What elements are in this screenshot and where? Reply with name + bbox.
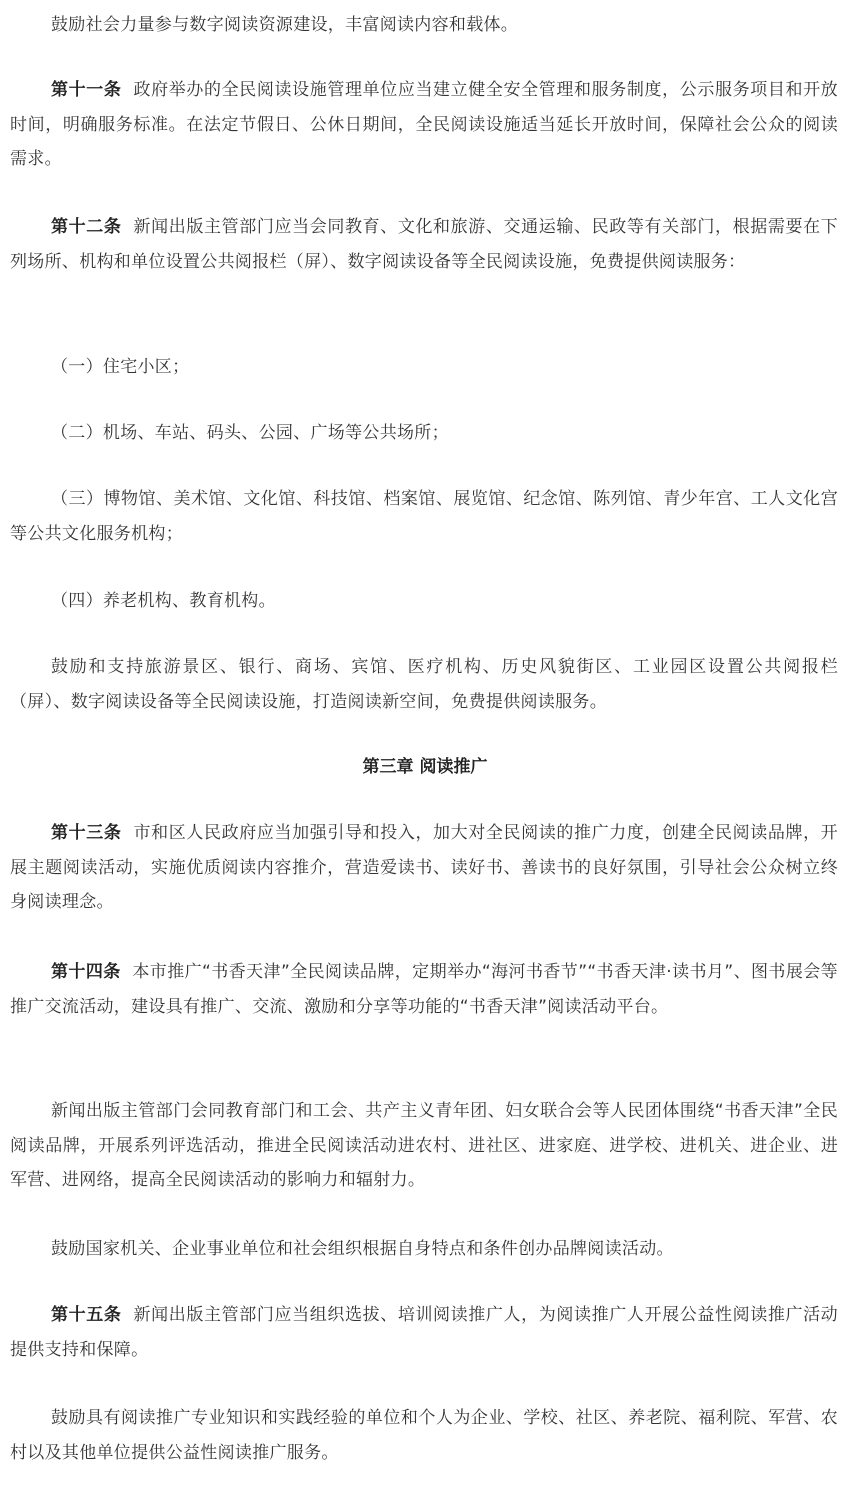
paragraph-text: 市和区人民政府应当加强引导和投入，加大对全民阅读的推广力度，创建全民阅读品牌，开展主题阅读活动，实施优质阅读内容推介，营造爱读书、读好书、善读书的良好氛围，引导社会公众树立终身阅读理念。 bbox=[10, 823, 838, 912]
paragraph-text: （二）机场、车站、码头、公园、广场等公共场所； bbox=[51, 423, 449, 443]
article-11 bbox=[10, 73, 838, 177]
article-number: 第十四条 bbox=[51, 962, 121, 982]
list-item-3 bbox=[10, 482, 838, 551]
article-12 bbox=[10, 210, 838, 279]
paragraph-text: 新闻出版主管部门会同教育部门和工会、共产主义青年团、妇女联合会等人民团体围绕“书香天津”全民阅读品牌，开展系列评选活动，推进全民阅读活动进农村、进社区、进家庭、进学校、进机关、进企业、进军营、进网络，提高全民阅读活动的影响力和辐射力。 bbox=[10, 1101, 838, 1190]
paragraph-encourage bbox=[10, 650, 838, 719]
article-number: 第十五条 bbox=[51, 1305, 122, 1325]
chapter-heading: 第三章 阅读推广 bbox=[362, 757, 488, 777]
paragraph-text: 鼓励具有阅读推广专业知识和实践经验的单位和个人为企业、学校、社区、养老院、福利院、军营、农村以及其他单位提供公益性阅读推广服务。 bbox=[10, 1408, 838, 1463]
paragraph-text: 鼓励国家机关、企业事业单位和社会组织根据自身特点和条件创办品牌阅读活动。 bbox=[51, 1239, 674, 1259]
article-number: 第十一条 bbox=[51, 80, 122, 100]
paragraph-brand bbox=[10, 1094, 838, 1198]
paragraph-text: （三）博物馆、美术馆、文化馆、科技馆、档案馆、展览馆、纪念馆、陈列馆、青少年宫、工人文化宫等公共文化服务机构； bbox=[10, 489, 838, 544]
list-item-2 bbox=[10, 416, 838, 451]
article-number: 第十二条 bbox=[51, 217, 122, 237]
paragraph-text: （四）养老机构、教育机构。 bbox=[51, 591, 276, 611]
article-number: 第十三条 bbox=[51, 823, 122, 843]
paragraph-text: 鼓励和支持旅游景区、银行、商场、宾馆、医疗机构、历史风貌街区、工业园区设置公共阅报栏（屏）、数字阅读设备等全民阅读设施，打造阅读新空间，免费提供阅读服务。 bbox=[10, 657, 838, 712]
article-14 bbox=[10, 955, 838, 1024]
paragraph-activities bbox=[10, 1232, 838, 1267]
list-item-1 bbox=[10, 350, 838, 385]
list-item-4 bbox=[10, 584, 838, 619]
paragraph-promoters bbox=[10, 1401, 838, 1470]
paragraph-text: （一）住宅小区； bbox=[51, 357, 190, 377]
article-13 bbox=[10, 816, 838, 920]
paragraph-text: 新闻出版主管部门应当会同教育、文化和旅游、交通运输、民政等有关部门，根据需要在下列场所、机构和单位设置公共阅报栏（屏）、数字阅读设备等全民阅读设施，免费提供阅读服务： bbox=[10, 217, 838, 272]
paragraph-text: 本市推广“书香天津”全民阅读品牌，定期举办“海河书香节”“书香天津·读书月”、图书展会等推广交流活动，建设具有推广、交流、激励和分享等功能的“书香天津”阅读活动平台。 bbox=[10, 962, 838, 1017]
paragraph-1 bbox=[10, 8, 838, 43]
paragraph-text: 政府举办的全民阅读设施管理单位应当建立健全安全管理和服务制度，公示服务项目和开放时间，明确服务标准。在法定节假日、公休日期间，全民阅读设施适当延长开放时间，保障社会公众的阅读需求。 bbox=[10, 80, 838, 169]
paragraph-text: 新闻出版主管部门应当组织选拔、培训阅读推广人，为阅读推广人开展公益性阅读推广活动提供支持和保障。 bbox=[10, 1305, 838, 1360]
paragraph-text: 鼓励社会力量参与数字阅读资源建设，丰富阅读内容和载体。 bbox=[51, 15, 519, 35]
article-15 bbox=[10, 1298, 838, 1367]
